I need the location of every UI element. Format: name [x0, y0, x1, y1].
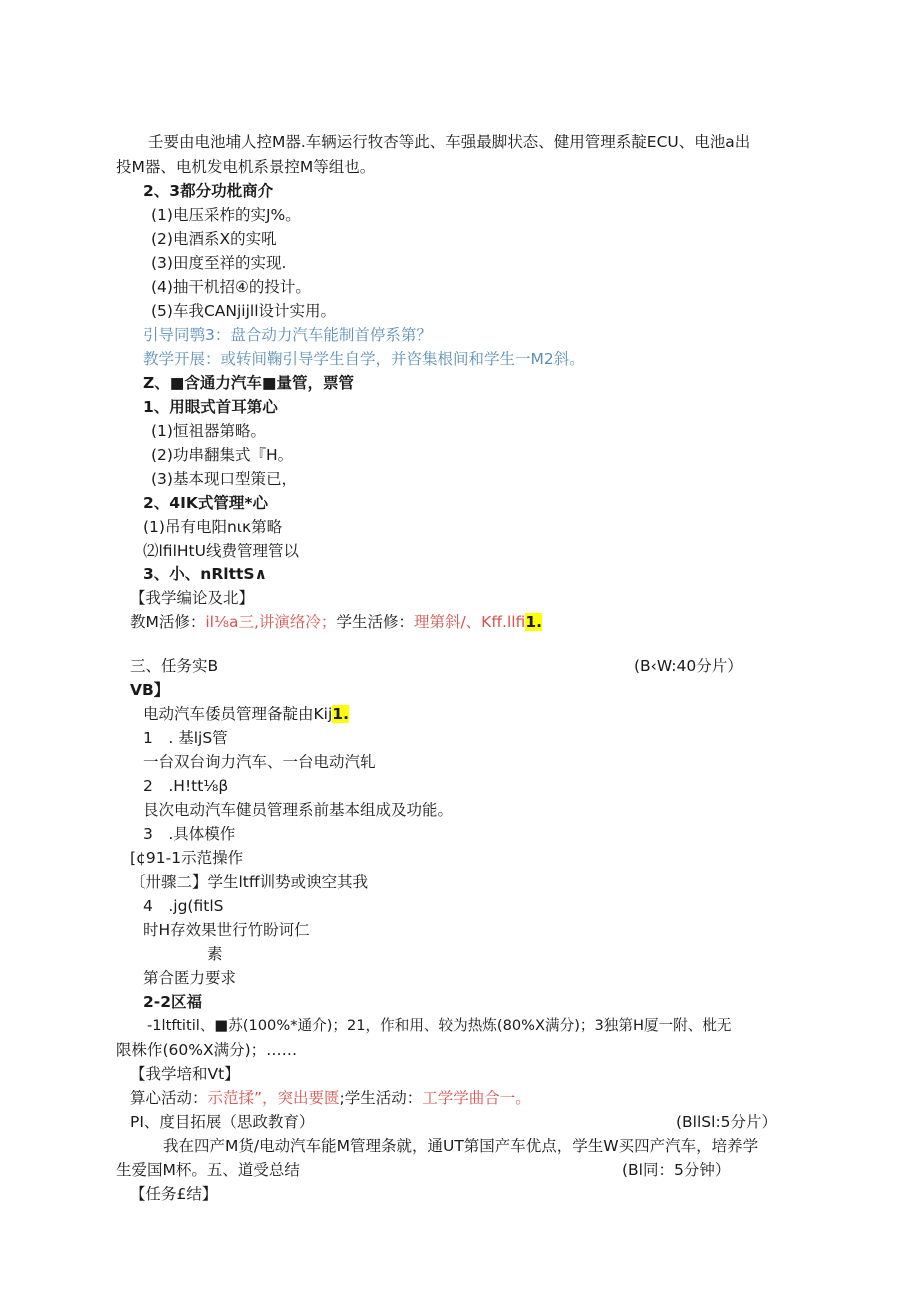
step-2-desc: 艮次电动汽车健员管理系前基本组成及功能。 [143, 801, 454, 819]
activity-mid: ;学生活动： [339, 1089, 423, 1107]
step-3-b: 〔卅骤二】学生ltff训势或谀空其我 [130, 873, 369, 891]
list-item: (5)车我CANjijll设计实用。 [151, 302, 337, 320]
section-4-line-1: 我在四产M货/电动汽车能M管理条就，通UT第国产车优点，学生W买四产汽车，培养学 [163, 1137, 759, 1155]
teaching-line: 教学开展：或转间鞠引导学生自学，并咨集根间和学生一M2斜。 [143, 350, 585, 368]
notes-header-1: 【我学编论及北】 [130, 589, 255, 607]
list-item: (1)恒祖器第略。 [151, 422, 266, 440]
step-2: 2 .H!tt⅛β [143, 777, 229, 795]
section-4-line-2: 生爱国M杯。五、道受总结 [116, 1161, 300, 1179]
section-4-time: (BllSl:5分片） [676, 1113, 778, 1131]
criteria-line-1: -1ltftitil、■苏(100%*通介)；21，作和用、较为热炼(80%X满分)；3独第H厦一附、枇无 [147, 1017, 732, 1034]
step-3: 3 .具体模作 [143, 825, 236, 843]
activity-red-2: 理第斜/、Kff.llfi [413, 613, 526, 631]
step-4-b: 素 [207, 945, 223, 963]
sub1-title: 1、用眼式首耳第心 [143, 398, 278, 416]
notes-header-2: 【我学培和Vt】 [130, 1065, 240, 1083]
list-item: (2)电酒系X的实吼 [151, 230, 277, 248]
teacher-activity-line [130, 611, 542, 633]
step-4-a: 时H存效果世行竹盼诃仁 [143, 921, 310, 939]
step-4-c: 第合匿力要求 [143, 969, 237, 987]
criteria-line-2: 限株作(60%X满分)；…… [116, 1041, 298, 1059]
grading-title: 2-2区福 [143, 993, 203, 1011]
highlight-mark: 1. [332, 705, 349, 723]
activity-red-1: il⅛a三,讲演络冷； [205, 613, 337, 631]
line-text: 电动汽车倭员管理备靛由Kij [143, 705, 333, 723]
list-item: (3)基本现口型策已， [151, 470, 297, 488]
activity-prefix: 算心活动： [130, 1089, 208, 1107]
section-4-title: PI、度目拓展（思政教育） [130, 1113, 315, 1131]
section-4-footer: 【任务£结】 [130, 1185, 218, 1203]
paragraph-line-1: 壬要由电池埔人控M器.车辆运行牧杏等此、车强最脚状态、健用管理系靛ECU、电池a出 [148, 133, 751, 151]
section-3-line-1 [143, 703, 349, 725]
list-item: (3)田度至祥的实现. [151, 254, 287, 272]
step-3-a: [¢91-1示范操作 [130, 849, 244, 867]
step-1-desc: 一台双台询力汽车、一台电动汽轧 [143, 753, 376, 771]
activity-mid: 学生活修： [336, 613, 414, 631]
list-item: (2)功串翻集式『H。 [151, 446, 294, 464]
sub3-title: 3、小、nRlttS∧ [143, 565, 268, 583]
section-3-title: 三、任务实B [130, 657, 219, 675]
list-item: (1)吊有电阳nικ第略 [143, 518, 283, 536]
highlight-mark: 1. [525, 613, 543, 631]
activity-red-2: 工学学曲合一。 [422, 1089, 531, 1107]
step-1: 1 . 基ljS管 [143, 729, 228, 747]
activity-prefix: 教M活修： [130, 613, 206, 631]
section-2-title: 2、3都分功枇商介 [143, 182, 274, 200]
list-item: (1)电压采柞的实J%。 [151, 206, 301, 224]
guide-question-3: 引导同鹗3：盘合动力汽车能制首停系第？ [143, 326, 432, 344]
paragraph-line-2: 投M器、电机发电机系景控M等组也。 [116, 158, 376, 176]
z-section-title: Z、■含通力汽车■量管，票管 [143, 374, 355, 392]
step-4: 4 .jg(fitlS [143, 897, 224, 915]
list-item: ⑵lfilHtU线费管理管以 [143, 542, 299, 560]
list-item: (4)抽干机招④的投计。 [151, 278, 311, 296]
sub2-title: 2、4IK式管理*心 [143, 494, 268, 512]
activity-red-1: 示范揉”，突出要匮 [207, 1089, 340, 1107]
section-3-vb: VB】 [130, 681, 170, 699]
section-3-time: (B‹W:40分片） [634, 657, 743, 675]
activity-line-2 [130, 1087, 531, 1109]
section-4-time-2: (Bl同：5分钟） [622, 1161, 731, 1179]
